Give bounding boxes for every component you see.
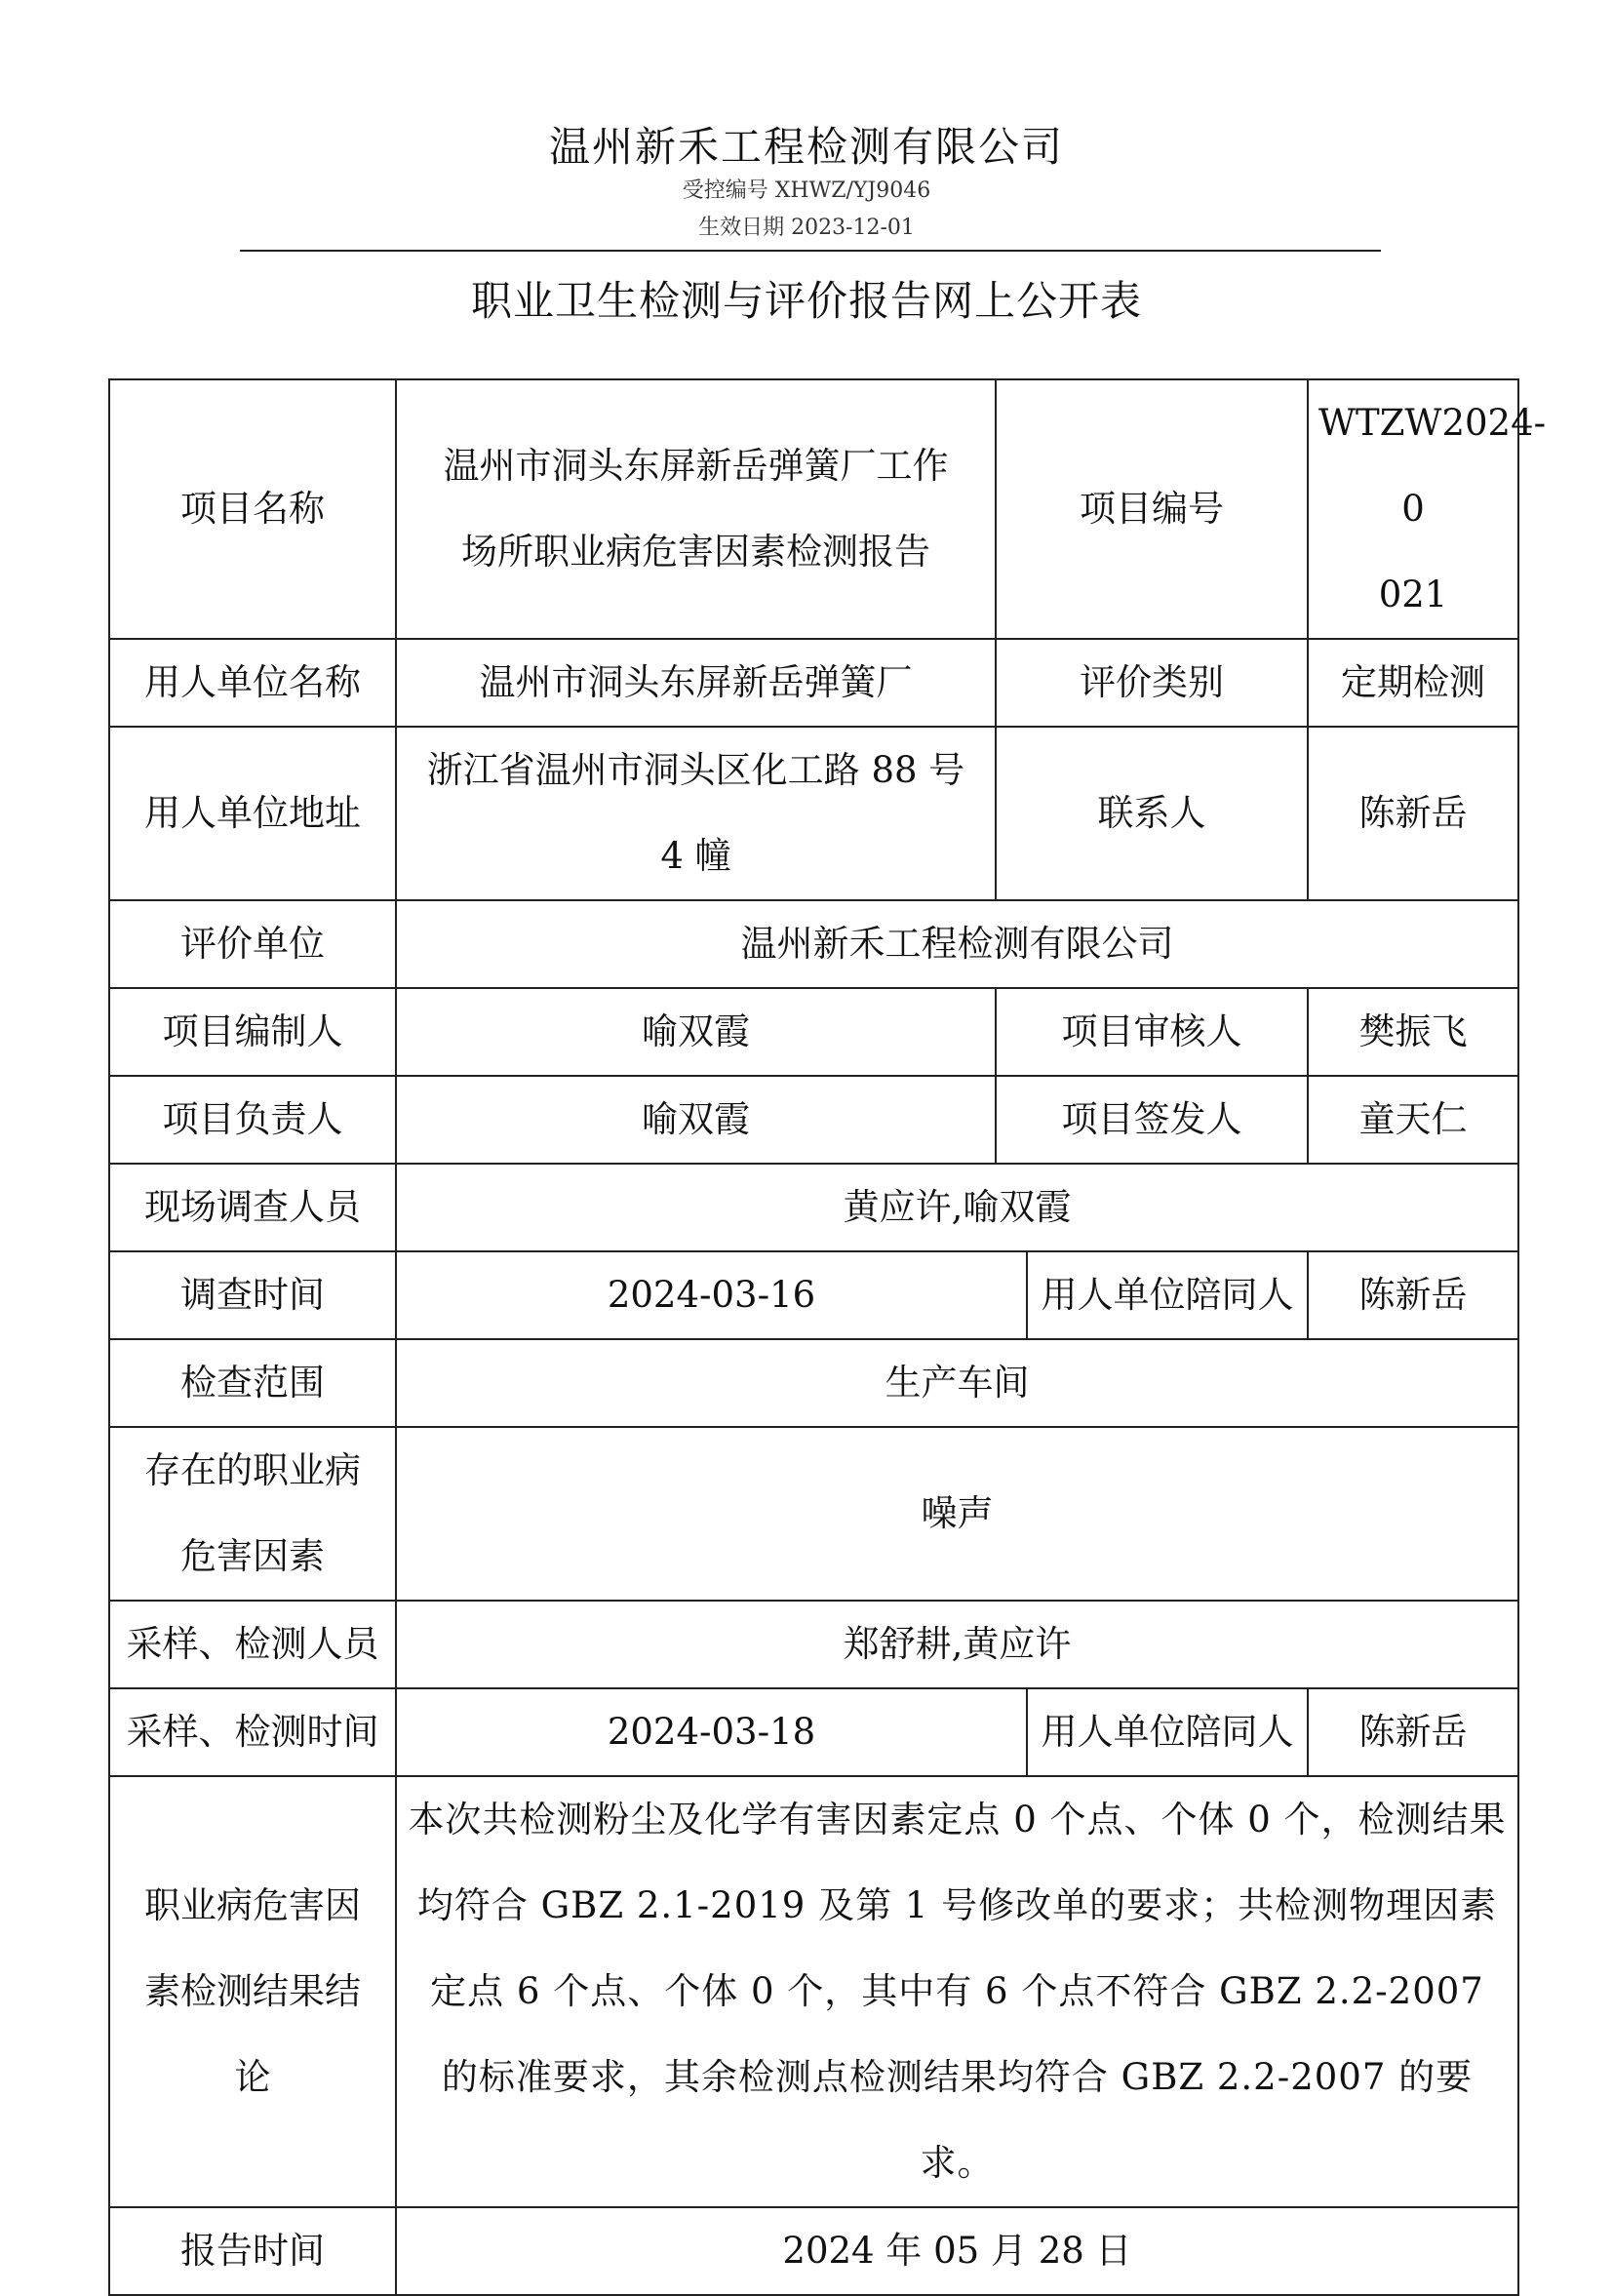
table-row: [109, 988, 1518, 1076]
table-row: [109, 1164, 1518, 1251]
surveyors-label: 现场调查人员: [109, 1164, 396, 1251]
project-name-value: 温州市洞头东屏新岳弹簧厂工作 场所职业病危害因素检测报告: [396, 379, 996, 639]
document-title: 职业卫生检测与评价报告网上公开表: [470, 277, 1142, 325]
table-row: [109, 639, 1518, 727]
eval-org-value: 温州新禾工程检测有限公司: [396, 900, 1518, 988]
leader-label: 项目负责人: [109, 1076, 396, 1164]
issuer-label: 项目签发人: [996, 1076, 1308, 1164]
survey-time-label: 调查时间: [109, 1251, 396, 1339]
table-row: [109, 1776, 1518, 2207]
reviewer-label: 项目审核人: [996, 988, 1308, 1076]
project-name-label: 项目名称: [109, 379, 396, 639]
table-row: [109, 1601, 1518, 1688]
eval-type-value: 定期检测: [1308, 639, 1518, 727]
sampling-time-label: 采样、检测时间: [109, 1688, 396, 1776]
eval-org-label: 评价单位: [109, 900, 396, 988]
project-no-value: WTZW2024-0 021: [1308, 379, 1518, 639]
surveyors-value: 黄应许,喻双霞: [396, 1164, 1518, 1251]
conclusion-label: 职业病危害因 素检测结果结 论: [109, 1776, 396, 2207]
contact-value: 陈新岳: [1308, 727, 1518, 900]
companion-value: 陈新岳: [1308, 1251, 1518, 1339]
employer-name-value: 温州市洞头东屏新岳弹簧厂: [396, 639, 996, 727]
reviewer-value: 樊振飞: [1308, 988, 1518, 1076]
sampling-time-value: 2024-03-18: [396, 1688, 1027, 1776]
samplers-label: 采样、检测人员: [109, 1601, 396, 1688]
companion-label: 用人单位陪同人: [1027, 1251, 1308, 1339]
table-row: [109, 2207, 1518, 2295]
table-row: [109, 1251, 1518, 1339]
table-row: [109, 1076, 1518, 1164]
leader-value: 喻双霞: [396, 1076, 996, 1164]
table-row: [109, 1688, 1518, 1776]
table-row: [109, 900, 1518, 988]
conclusion-value: 本次共检测粉尘及化学有害因素定点 0 个点、个体 0 个，检测结果均符合 GBZ 2.1-2019 及第 1 号修改单的要求；共检测物理因素定点 6 个点、个体 0 个，其中有 6 个点不符合 GBZ 2.2-2007 的标准要求，其余检测点检测结果均符合 GBZ 2.2-2007 的要求。: [396, 1776, 1518, 2207]
eval-type-label: 评价类别: [996, 639, 1308, 727]
company-name: 温州新禾工程检测有限公司: [548, 123, 1064, 171]
report-time-label: 报告时间: [109, 2207, 396, 2295]
table-row: [109, 727, 1518, 900]
table-row: [109, 379, 1518, 639]
scope-value: 生产车间: [396, 1339, 1518, 1427]
table-row: [109, 1339, 1518, 1427]
samplers-value: 郑舒耕,黄应许: [396, 1601, 1518, 1688]
contact-label: 联系人: [996, 727, 1308, 900]
compiler-value: 喻双霞: [396, 988, 996, 1076]
table-row: [109, 1427, 1518, 1601]
survey-time-value: 2024-03-16: [396, 1251, 1027, 1339]
companion2-value: 陈新岳: [1308, 1688, 1518, 1776]
hazards-label: 存在的职业病 危害因素: [109, 1427, 396, 1601]
disclosure-table: [108, 378, 1547, 2296]
companion2-label: 用人单位陪同人: [1027, 1688, 1308, 1776]
compiler-label: 项目编制人: [109, 988, 396, 1076]
report-time-value: 2024 年 05 月 28 日: [396, 2207, 1518, 2295]
header-divider: [240, 250, 1381, 252]
project-no-label: 项目编号: [996, 379, 1308, 639]
control-number: 受控编号 XHWZ/YJ9046: [682, 178, 931, 203]
employer-address-value: 浙江省温州市洞头区化工路 88 号 4 幢: [396, 727, 996, 900]
issuer-value: 童天仁: [1308, 1076, 1518, 1164]
scope-label: 检查范围: [109, 1339, 396, 1427]
hazards-value: 噪声: [396, 1427, 1518, 1601]
employer-name-label: 用人单位名称: [109, 639, 396, 727]
effective-date: 生效日期 2023-12-01: [698, 216, 915, 240]
employer-address-label: 用人单位地址: [109, 727, 396, 900]
